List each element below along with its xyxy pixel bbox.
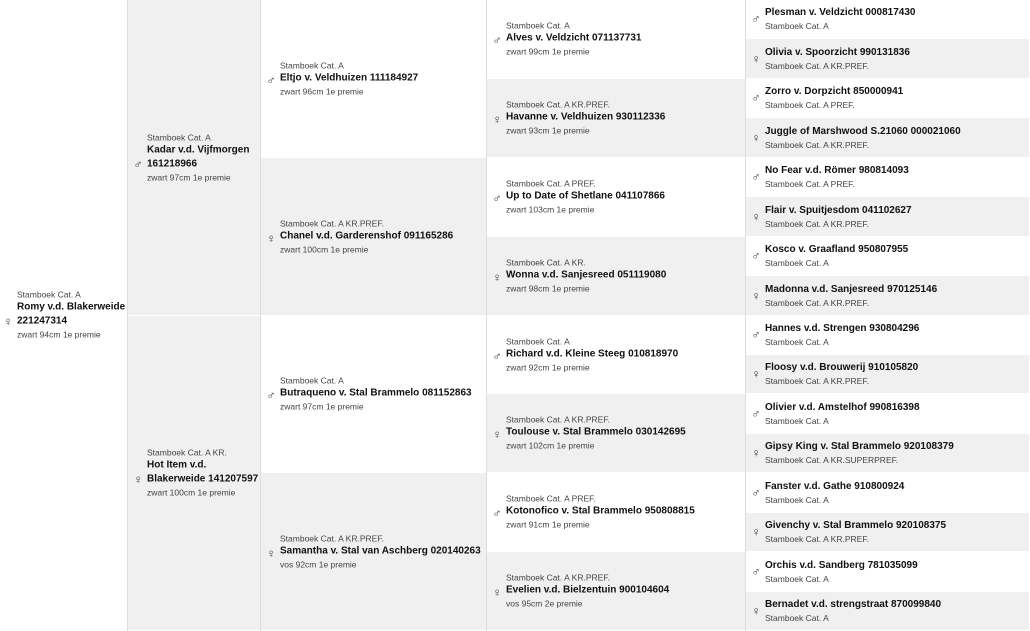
female-symbol-icon: ♀ <box>751 51 761 66</box>
column-divider <box>745 0 746 631</box>
ancestor-cell[interactable] <box>746 118 1030 158</box>
horse-description: zwart 91cm 1e premie <box>506 519 590 530</box>
male-symbol-icon: ♂ <box>751 249 761 263</box>
stamboek-category: Stamboek Cat. A <box>765 337 829 347</box>
stamboek-category: Stamboek Cat. A KR.PREF. <box>280 218 384 228</box>
female-symbol-icon: ♀ <box>266 231 276 245</box>
horse-name-link[interactable]: Orchis v.d. Sandberg 781035099 <box>765 559 918 571</box>
male-symbol-icon: ♂ <box>751 170 761 184</box>
male-symbol-icon: ♂ <box>751 91 761 105</box>
female-symbol-icon: ♀ <box>492 427 502 442</box>
horse-name-link[interactable]: Kotonofico v. Stal Brammelo 950808815 <box>506 505 695 517</box>
ancestor-cell[interactable] <box>746 513 1030 552</box>
ancestor-cell[interactable] <box>128 316 261 631</box>
stamboek-category: Stamboek Cat. A PREF. <box>765 179 855 189</box>
male-symbol-icon: ♂ <box>751 564 761 579</box>
horse-name-link[interactable]: Olivia v. Spoorzicht 990131836 <box>765 46 910 58</box>
female-symbol-icon: ♀ <box>751 130 761 145</box>
ancestor-cell[interactable] <box>487 0 746 79</box>
horse-description: zwart 94cm 1e premie <box>17 329 101 340</box>
stamboek-category: Stamboek Cat. A KR.PREF. <box>506 572 610 583</box>
horse-name-link[interactable]: Up to Date of Shetlane 041107866 <box>506 190 665 202</box>
horse-name-link[interactable]: Evelien v.d. Bielzentuin 900104604 <box>506 584 670 596</box>
horse-description: zwart 100cm 1e premie <box>280 244 369 254</box>
ancestor-cell[interactable] <box>261 316 487 473</box>
stamboek-category: Stamboek Cat. A <box>765 21 829 31</box>
column-divider <box>127 0 128 631</box>
ancestor-cell[interactable] <box>746 592 1030 631</box>
horse-name-link[interactable]: Romy v.d. Blakerweide 221247314 <box>17 301 126 327</box>
stamboek-category: Stamboek Cat. A KR. <box>147 447 227 458</box>
female-symbol-icon: ♀ <box>492 585 502 600</box>
ancestor-cell[interactable] <box>746 197 1030 237</box>
horse-name-link[interactable]: Hannes v.d. Strengen 930804296 <box>765 323 920 334</box>
female-symbol-icon: ♀ <box>751 288 761 303</box>
female-symbol-icon: ♀ <box>751 604 761 618</box>
male-symbol-icon: ♂ <box>492 191 502 206</box>
ancestor-cell[interactable] <box>487 316 746 394</box>
male-symbol-icon: ♂ <box>492 33 502 48</box>
horse-description: vos 95cm 2e premie <box>506 598 583 609</box>
female-symbol-icon: ♀ <box>266 546 276 560</box>
horse-name-link[interactable]: Kosco v. Graafland 950807955 <box>765 244 909 255</box>
ancestor-cell[interactable] <box>487 473 746 552</box>
horse-description: zwart 97cm 1e premie <box>147 172 231 182</box>
horse-name-link[interactable]: Floosy v.d. Brouwerij 910105820 <box>765 362 919 373</box>
horse-name-link[interactable]: Flair v. Spuitjesdom 041102627 <box>765 204 912 216</box>
column-divider <box>486 0 487 631</box>
ancestor-cell[interactable] <box>487 158 746 237</box>
stamboek-category: Stamboek Cat. A <box>765 494 829 505</box>
ancestor-cell[interactable] <box>746 316 1030 355</box>
horse-description: zwart 100cm 1e premie <box>147 487 236 498</box>
female-symbol-icon: ♀ <box>492 270 502 285</box>
ancestor-cell[interactable] <box>746 237 1030 276</box>
ancestor-cell[interactable] <box>746 0 1030 39</box>
ancestor-cell[interactable] <box>746 79 1030 118</box>
horse-name-link[interactable]: Butraqueno v. Stal Brammelo 081152863 <box>280 387 472 399</box>
stamboek-category: Stamboek Cat. A <box>765 415 829 426</box>
male-symbol-icon: ♂ <box>492 349 502 363</box>
stamboek-category: Stamboek Cat. A <box>506 20 570 31</box>
horse-name-link[interactable]: Plesman v. Veldzicht 000817430 <box>765 7 916 18</box>
male-symbol-icon: ♂ <box>751 328 761 342</box>
horse-description: zwart 98cm 1e premie <box>506 283 590 294</box>
horse-name-link[interactable]: Havanne v. Veldhuizen 930112336 <box>506 111 666 123</box>
horse-name-link[interactable]: No Fear v.d. Römer 980814093 <box>765 165 909 176</box>
ancestor-cell[interactable] <box>128 0 261 316</box>
horse-description: zwart 97cm 1e premie <box>280 401 364 412</box>
male-symbol-icon: ♂ <box>751 12 761 26</box>
stamboek-category: Stamboek Cat. A <box>506 336 570 346</box>
horse-name-link[interactable]: Juggle of Marshwood S.21060 000021060 <box>765 125 961 137</box>
horse-name-link[interactable]: Toulouse v. Stal Brammelo 030142695 <box>506 426 686 438</box>
horse-name-link[interactable]: Richard v.d. Kleine Steeg 010818970 <box>506 348 679 359</box>
stamboek-category: Stamboek Cat. A <box>765 613 829 623</box>
ancestor-cell[interactable] <box>746 355 1030 394</box>
horse-name-link[interactable]: Gipsy King v. Stal Brammelo 920108379 <box>765 441 954 452</box>
ancestor-cell[interactable] <box>261 473 487 631</box>
male-symbol-icon: ♂ <box>751 406 761 421</box>
horse-description: zwart 99cm 1e premie <box>506 46 590 57</box>
stamboek-category: Stamboek Cat. A KR.PREF. <box>280 533 384 543</box>
ancestor-cell[interactable] <box>746 434 1030 473</box>
female-symbol-icon: ♀ <box>751 446 761 460</box>
stamboek-category: Stamboek Cat. A PREF. <box>506 493 596 504</box>
ancestor-cell[interactable] <box>487 394 746 473</box>
horse-description: zwart 96cm 1e premie <box>280 86 364 96</box>
stamboek-category: Stamboek Cat. A <box>280 375 344 386</box>
horse-name-link[interactable]: Hot Item v.d. Blakerweide 141207597 <box>147 459 259 485</box>
horse-name-link[interactable]: Fanster v.d. Gathe 910800924 <box>765 480 905 492</box>
ancestor-cell[interactable] <box>746 276 1030 316</box>
ancestor-cell[interactable] <box>746 552 1030 592</box>
stamboek-category: Stamboek Cat. A KR.PREF. <box>765 297 869 308</box>
stamboek-category: Stamboek Cat. A KR.PREF. <box>765 376 869 386</box>
stamboek-category: Stamboek Cat. A KR.PREF. <box>765 139 869 150</box>
stamboek-category: Stamboek Cat. A <box>17 289 81 300</box>
horse-description: zwart 92cm 1e premie <box>506 362 590 372</box>
stamboek-category: Stamboek Cat. A <box>765 258 829 268</box>
male-symbol-icon: ♂ <box>266 388 276 403</box>
stamboek-category: Stamboek Cat. A KR.SUPERPREF. <box>765 455 899 465</box>
horse-name-link[interactable]: Kadar v.d. Vijfmorgen 161218966 <box>147 144 250 169</box>
stamboek-category: Stamboek Cat. A PREF. <box>506 178 596 189</box>
horse-name-link[interactable]: Samantha v. Stal van Aschberg 020140263 <box>280 545 481 556</box>
ancestor-cell[interactable] <box>487 79 746 158</box>
ancestor-cell[interactable] <box>746 473 1030 513</box>
stamboek-category: Stamboek Cat. A <box>765 573 829 584</box>
horse-name-link[interactable]: Zorro v. Dorpzicht 850000941 <box>765 86 904 97</box>
stamboek-category: Stamboek Cat. A KR.PREF. <box>506 414 610 425</box>
ancestor-cell[interactable] <box>261 0 487 158</box>
horse-name-link[interactable]: Wonna v.d. Sanjesreed 051119080 <box>506 269 667 281</box>
stamboek-category: Stamboek Cat. A KR.PREF. <box>765 218 869 229</box>
horse-name-link[interactable]: Bernadet v.d. strengstraat 870099840 <box>765 599 942 610</box>
subject-horse[interactable] <box>0 0 128 631</box>
horse-name-link[interactable]: Givenchy v. Stal Brammelo 920108375 <box>765 520 947 531</box>
male-symbol-icon: ♂ <box>492 506 502 521</box>
stamboek-category: Stamboek Cat. A KR. <box>506 257 586 268</box>
ancestor-cell[interactable] <box>487 552 746 631</box>
horse-description: vos 92cm 1e premie <box>280 559 357 569</box>
horse-name-link[interactable]: Olivier v.d. Amstelhof 990816398 <box>765 401 920 413</box>
column-divider <box>260 0 261 631</box>
horse-description: zwart 102cm 1e premie <box>506 440 595 451</box>
female-symbol-icon: ♀ <box>751 367 761 381</box>
ancestor-cell[interactable] <box>746 39 1030 79</box>
ancestor-cell[interactable] <box>261 158 487 316</box>
stamboek-category: Stamboek Cat. A KR.PREF. <box>506 99 610 110</box>
female-symbol-icon: ♀ <box>751 525 761 539</box>
horse-description: zwart 103cm 1e premie <box>506 204 595 215</box>
female-symbol-icon: ♀ <box>492 112 502 127</box>
horse-name-link[interactable]: Chanel v.d. Garderenshof 091165286 <box>280 230 454 241</box>
female-symbol-icon: ♀ <box>751 209 761 224</box>
stamboek-category: Stamboek Cat. A <box>280 60 344 70</box>
ancestor-cell[interactable] <box>746 394 1030 434</box>
male-symbol-icon: ♂ <box>751 485 761 500</box>
stamboek-category: Stamboek Cat. A <box>147 132 211 142</box>
horse-name-link[interactable]: Eltjo v. Veldhuizen 111184927 <box>280 72 419 83</box>
male-symbol-icon: ♂ <box>266 73 276 87</box>
ancestor-cell[interactable] <box>746 158 1030 197</box>
stamboek-category: Stamboek Cat. A PREF. <box>765 100 855 110</box>
female-symbol-icon: ♀ <box>133 472 143 487</box>
stamboek-category: Stamboek Cat. A KR.PREF. <box>765 60 869 71</box>
female-symbol-icon: ♀ <box>3 314 13 329</box>
male-symbol-icon: ♂ <box>133 157 143 171</box>
horse-name-link[interactable]: Madonna v.d. Sanjesreed 970125146 <box>765 283 938 295</box>
horse-description: zwart 93cm 1e premie <box>506 125 590 136</box>
horse-name-link[interactable]: Alves v. Veldzicht 071137731 <box>506 32 642 44</box>
ancestor-cell[interactable] <box>487 237 746 316</box>
stamboek-category: Stamboek Cat. A KR.PREF. <box>765 534 869 544</box>
